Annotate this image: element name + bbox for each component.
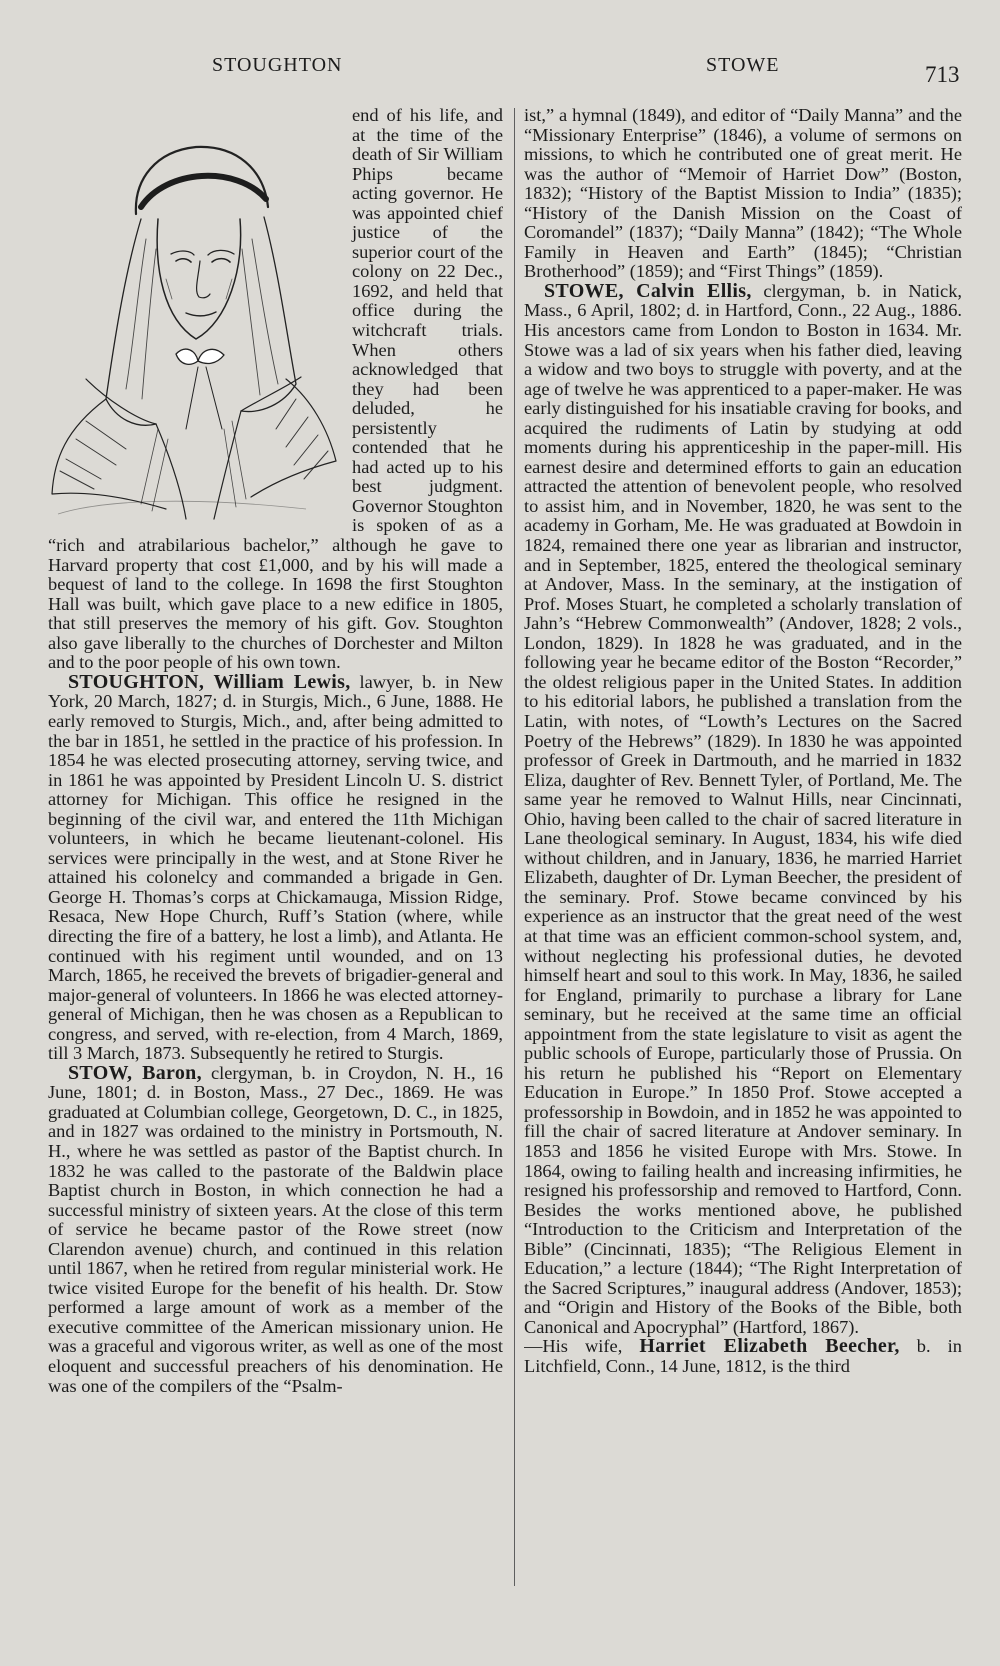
left-column	[48, 106, 503, 1590]
page-number: 713	[925, 62, 960, 87]
entry-headword: STOUGHTON, William Lewis,	[68, 670, 351, 693]
paragraph: ist,” a hymnal (1849), and editor of “Daily Manna” and the “Missionary Enterprise” (1846), a volume of sermons on missions, to which he contributed one of great merit. He was the author of “Memoir of Harriet Dow” (Boston, 1832); “History of the Baptist Mission to India” (1835); “History of the Danish Mission on the Coast of Coromandel” (1837); “Daily Manna” (1842); “The Whole Family in Heaven and Earth” (1845); “Christian Brotherhood” (1859); and “First Things” (1859).	[524, 106, 962, 282]
entry-body: b. in Litchfield, Conn., 14 June, 1812, is the third	[524, 1336, 962, 1376]
entry-harriet-beecher-start	[524, 1337, 962, 1376]
entry-stoughton-william-lewis	[48, 670, 503, 1064]
entry-body: lawyer, b. in New York, 20 March, 1827; d. in Sturgis, Mich., 6 June, 1888. He early removed to Sturgis, Mich., and, after being admitted to the bar in 1851, he settled in the practice of his profession. In 1854 he was elected prosecuting attorney, serving twice, and in 1861 he was appointed by President Lincoln U. S. district attorney for Michigan. This office he resigned in the beginning of the civil war, and entered the 11th Michigan volunteers, in which he became lieutenant-colonel. His services were principally in the west, and at Stone River he attained his colonelcy and commanded a brigade in Gen. George H. Thomas’s corps at Chickamauga, Mission Ridge, Resaca, New Hope Church, Ruff’s Station (where, while directing the fire of a battery, he lost a limb), and Atlanta. He continued with his regiment until wounded, and on 13 March, 1865, he received the brevets of brigadier-general and major-general of volunteers. In 1866 he was elected attorney-general of Michigan, then he was chosen as a Republican to congress, and served, with re-election, from 4 March, 1869, till 3 March, 1873. Subsequently he retired to Sturgis.	[48, 671, 503, 1064]
entry-body: clergyman, b. in Natick, Mass., 6 April, 1802; d. in Hartford, Conn., 22 Aug., 1886. His ancestors came from London to Boston in 1634. Mr. Stowe was a lad of six years when his father died, leaving a widow and two boys to struggle with poverty, and at the age of twelve he was apprenticed to a paper-maker. He was early distinguished for his insatiable craving for books, and acquired the rudiments of Latin by studying at odd moments during his apprenticeship in the paper-mill. His earnest desire and determined efforts to gain an education attracted the attention of benevolent people, who resolved to assist him, and in November, 1820, he was sent to the academy in Gorham, Me. He was graduated at Bowdoin in 1824, remained there one year as librarian and instructor, and in September, 1825, entered the theological seminary at Andover, Mass. In the seminary, at the instigation of Prof. Moses Stuart, he completed a scholarly translation of Jahn’s “Hebrew Commonwealth” (Andover, 1828; 2 vols., London, 1829). In 1828 he was graduated, and in the following year he became editor of the Boston “Recorder,” the oldest religious paper in the United States. In addition to his editorial labors, he published a translation from the Latin, with notes, of “Lowth’s Lectures on the Sacred Poetry of the Hebrews” (1829). In 1830 he was appointed professor of Greek in Dartmouth, and he married in 1832 Eliza, daughter of Rev. Bennett Tyler, of Portland, Me. The same year he removed to Walnut Hills, near Cincinnati, Ohio, having been called to the chair of sacred literature in Lane theological seminary. In August, 1834, his wife died without children, and in January, 1836, he married Harriet Elizabeth, daughter of Dr. Lyman Beecher, the president of the seminary. Prof. Stowe became convinced by his experience as an instructor that the great need of the west at that time was an efficient common-school system, and, without neglecting his professional duties, he devoted himself heart and soul to this work. In May, 1836, he sailed for England, primarily to purchase a library for Lane seminary, but he received at the same time an official appointment from the state legislature to visit as agent the public schools of Europe, particularly those of Prussia. On his return he published his “Report on Elementary Education in Europe.” In 1850 Prof. Stowe accepted a professorship in Bowdoin, and in 1852 he was appointed to fill the chair of sacred literature at Andover seminary. In 1853 and 1856 he visited Europe with Mrs. Stowe. In 1864, owing to failing health and increasing infirmities, he resigned his professorship and removed to Hartford, Conn. Besides the works mentioned above, he published “Introduction to the Criticism and Interpretation of the Bible” (Cincinnati, 1835); “The Religious Element in Education,” a lecture (1844); “The Right Interpretation of the Sacred Scriptures,” inaugural address (Andover, 1853); and “Origin and History of the Books of the Bible, both Canonical and Apocryphal” (Hartford, 1867).	[524, 280, 962, 1337]
entry-lead: —His wife,	[524, 1336, 640, 1357]
running-head-left: STOUGHTON	[212, 54, 343, 76]
column-divider	[514, 108, 515, 1586]
entry-stowe-calvin-ellis	[524, 279, 962, 1338]
entry-continuation-text: end of his life, and at the time of the death of Sir William Phips became acting governor. He was appointed chief justice of the superior court of the colony on 22 Dec., 1692, and held that office during the witchcraft trials. When others acknowledged that they had been deluded, he persistently contended that he had acted up to his best judgment. Governor Stoughton is spoken of as a “rich and atrabilarious bachelor,” although he gave to Harvard property that cost £1,000, and by his will made a bequest of land to the college. In 1698 the first Stoughton Hall was built, which gave place to a new edifice in 1805, that still preserves the memory of his gift. Gov. Stoughton also gave liberally to the churches of Dorchester and Milton and to the poor people of his own town.	[48, 106, 503, 673]
portrait-engraving	[48, 106, 342, 533]
entry-headword: STOWE, Calvin Ellis,	[544, 279, 752, 302]
paragraph	[48, 106, 503, 673]
entry-stow-baron	[48, 1061, 503, 1396]
running-head-center: STOWE	[706, 54, 780, 76]
right-column	[524, 106, 962, 1590]
entry-body: clergyman, b. in Croydon, N. H., 16 June, 1801; d. in Boston, Mass., 27 Dec., 1869. He was graduated at Columbian college, Georgetown, D. C., in 1825, and in 1827 was ordained to the ministry in Portsmouth, N. H., where he was settled as pastor of the Baptist church. In 1832 he was called to the pastorate of the Baldwin place Baptist church in Boston, in which connection he had a successful ministry of sixteen years. At the close of this term of service he became pastor of the Rowe street (now Clarendon avenue) church, and continued in this relation until 1867, when he retired from regular ministerial work. He twice visited Europe for the benefit of his health. Dr. Stow performed a large amount of work as a member of the executive committee of the American missionary union. He was a graceful and vigorous writer, as well as one of the most eloquent and successful preachers of his denomination. He was one of the compilers of the “Psalm-	[48, 1062, 503, 1396]
entry-headword: STOW, Baron,	[68, 1061, 202, 1084]
entry-headword: Harriet Elizabeth Beecher,	[639, 1335, 900, 1358]
